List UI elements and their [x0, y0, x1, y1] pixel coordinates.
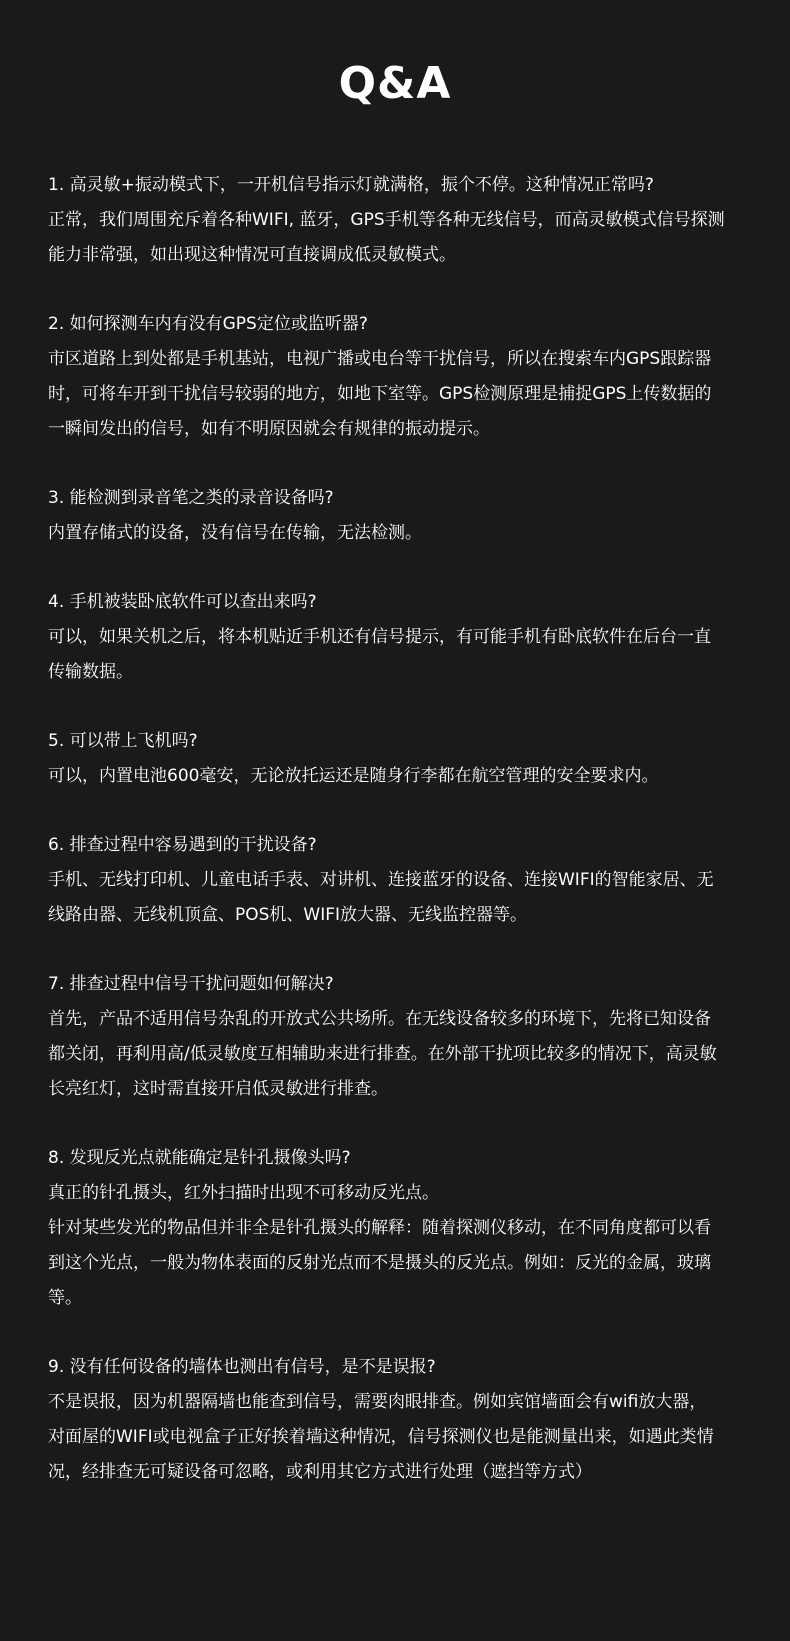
faq-question: 9. 没有任何设备的墙体也测出有信号，是不是误报? [48, 1357, 436, 1377]
faq-answer-line: 针对某些发光的物品但并非全是针孔摄头的解释：随着探测仪移动，在不同角度都可以看 [48, 1218, 711, 1238]
faq-answer-line: 况，经排查无可疑设备可忽略，或利用其它方式进行处理（遮挡等方式） [48, 1462, 592, 1482]
faq-answer-line: 一瞬间发出的信号，如有不明原因就会有规律的振动提示。 [48, 419, 490, 439]
faq-item-1 [48, 168, 748, 273]
faq-question: 8. 发现反光点就能确定是针孔摄像头吗? [48, 1148, 351, 1168]
faq-answer-line: 等。 [48, 1288, 82, 1308]
faq-answer-line: 内置存储式的设备，没有信号在传输，无法检测。 [48, 523, 422, 543]
faq-item-8 [48, 1141, 748, 1316]
faq-item-2 [48, 307, 748, 447]
faq-item-7 [48, 967, 748, 1107]
faq-list [48, 168, 748, 1524]
faq-question: 7. 排查过程中信号干扰问题如何解决? [48, 974, 334, 994]
faq-item-3 [48, 481, 748, 551]
page-title: Q&A [338, 58, 452, 109]
faq-item-6 [48, 828, 748, 933]
faq-answer-line: 长亮红灯，这时需直接开启低灵敏进行排查。 [48, 1079, 388, 1099]
faq-answer-line: 真正的针孔摄头，红外扫描时出现不可移动反光点。 [48, 1183, 439, 1203]
faq-question: 4. 手机被装卧底软件可以查出来吗? [48, 592, 317, 612]
faq-answer-line: 正常，我们周围充斥着各种WIFI, 蓝牙，GPS手机等各种无线信号，而高灵敏模式信号探测 [48, 210, 725, 230]
faq-item-5 [48, 724, 748, 794]
faq-question: 5. 可以带上飞机吗? [48, 731, 198, 751]
faq-answer-line: 能力非常强，如出现这种情况可直接调成低灵敏模式。 [48, 245, 456, 265]
faq-answer-line: 对面屋的WIFI或电视盒子正好挨着墙这种情况，信号探测仪也是能测量出来，如遇此类情 [48, 1427, 714, 1447]
faq-question: 6. 排查过程中容易遇到的干扰设备? [48, 835, 317, 855]
faq-answer-line: 到这个光点，一般为物体表面的反射光点而不是摄头的反光点。例如：反光的金属，玻璃 [48, 1253, 711, 1273]
faq-answer-line: 首先，产品不适用信号杂乱的开放式公共场所。在无线设备较多的环境下，先将已知设备 [48, 1009, 711, 1029]
faq-answer-line: 线路由器、无线机顶盒、POS机、WIFI放大器、无线监控器等。 [48, 905, 528, 925]
faq-answer-line: 不是误报，因为机器隔墙也能查到信号，需要肉眼排查。例如宾馆墙面会有wifi放大器， [48, 1392, 707, 1412]
faq-answer-line: 可以，如果关机之后，将本机贴近手机还有信号提示，有可能手机有卧底软件在后台一直 [48, 627, 711, 647]
faq-answer-line: 可以，内置电池600毫安，无论放托运还是随身行李都在航空管理的安全要求内。 [48, 766, 659, 786]
faq-item-4 [48, 585, 748, 690]
faq-answer-line: 市区道路上到处都是手机基站，电视广播或电台等干扰信号，所以在搜索车内GPS跟踪器 [48, 349, 712, 369]
faq-question: 2. 如何探测车内有没有GPS定位或监听器? [48, 314, 368, 334]
faq-question: 1. 高灵敏+振动模式下，一开机信号指示灯就满格，振个不停。这种情况正常吗? [48, 175, 654, 195]
faq-answer-line: 都关闭，再利用高/低灵敏度互相辅助来进行排查。在外部干扰项比较多的情况下，高灵敏 [48, 1044, 717, 1064]
faq-answer-line: 时，可将车开到干扰信号较弱的地方，如地下室等。GPS检测原理是捕捉GPS上传数据的 [48, 384, 712, 404]
faq-answer-line: 传输数据。 [48, 662, 133, 682]
faq-item-9 [48, 1350, 748, 1490]
faq-answer-line: 手机、无线打印机、儿童电话手表、对讲机、连接蓝牙的设备、连接WIFI的智能家居、无 [48, 870, 714, 890]
faq-question: 3. 能检测到录音笔之类的录音设备吗? [48, 488, 334, 508]
